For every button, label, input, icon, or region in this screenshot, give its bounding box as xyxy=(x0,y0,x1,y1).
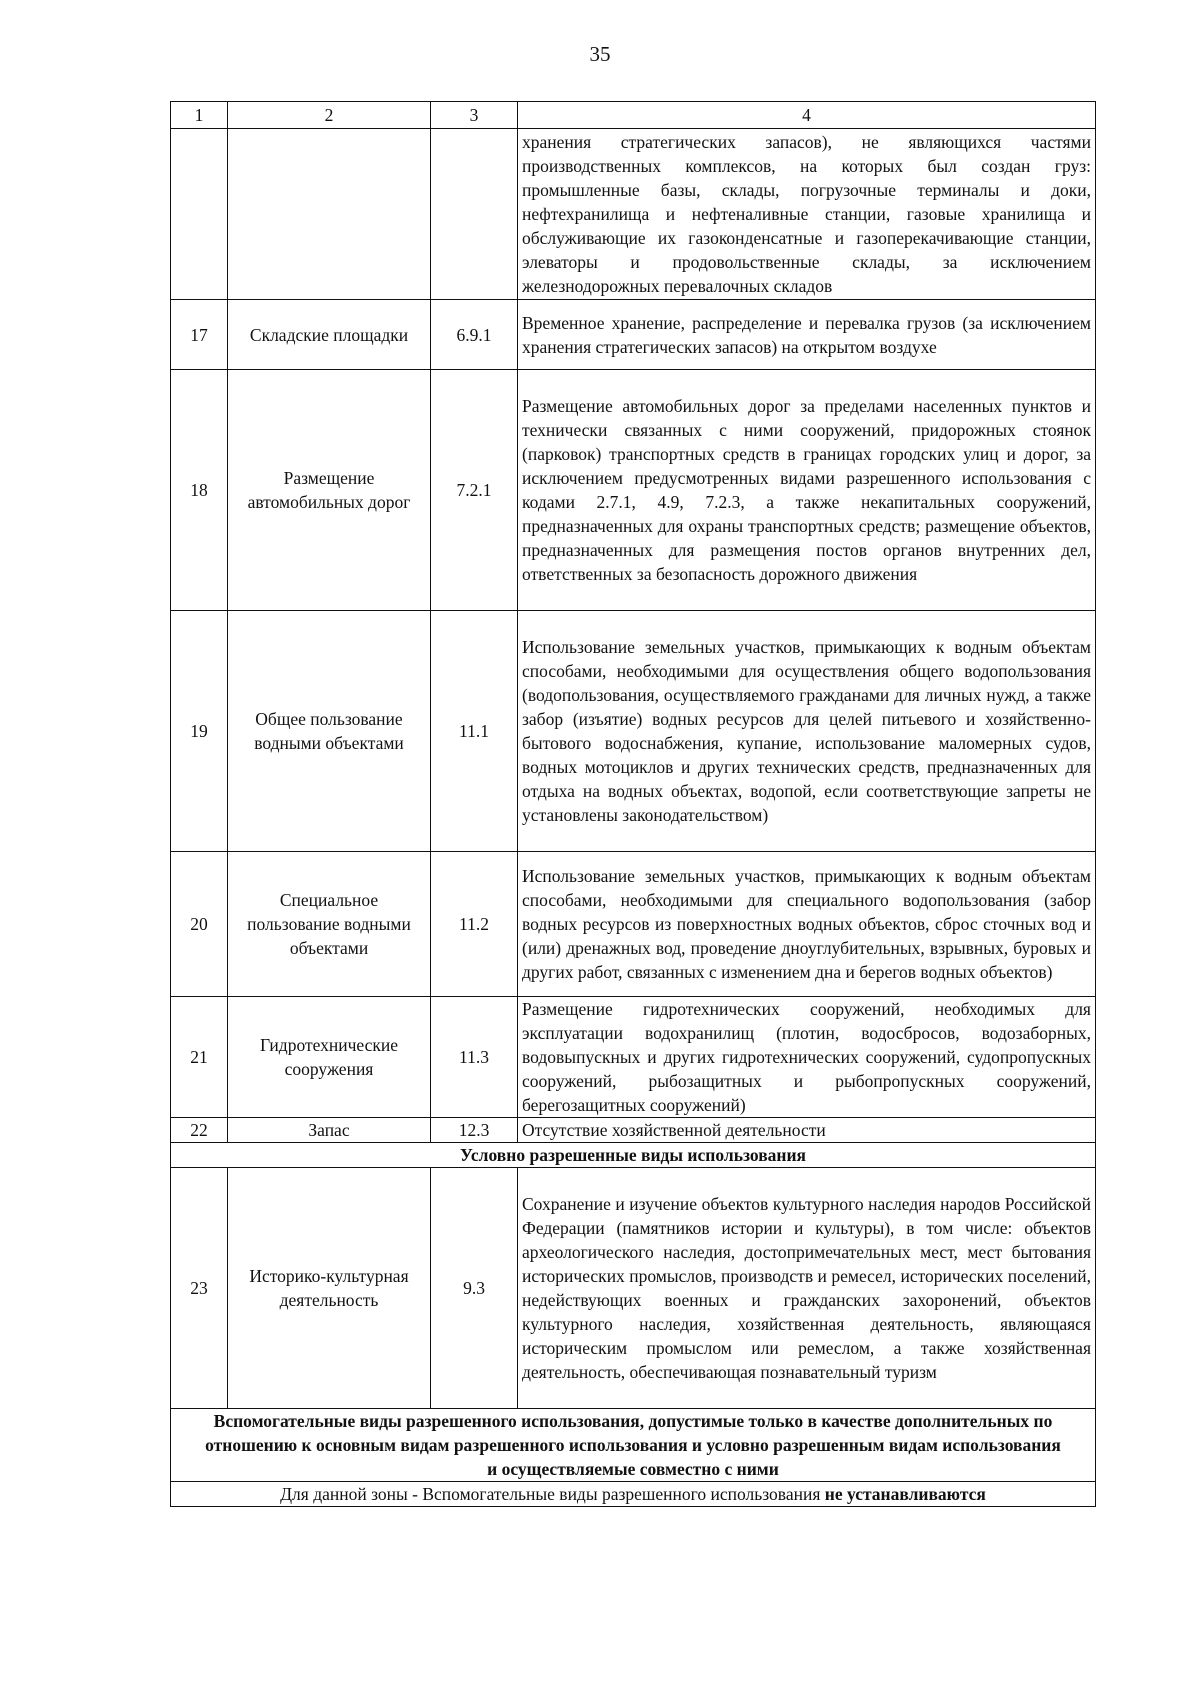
row-name: Размещение автомобильных дорог xyxy=(228,370,431,611)
row-number xyxy=(171,129,228,300)
row-code: 7.2.1 xyxy=(431,370,518,611)
row-code: 9.3 xyxy=(431,1168,518,1409)
row-description: Размещение гидротехнических сооружений, необходимых для эксплуатации водохранилищ (плотин, водосбросов, водозаборных, водовыпускных и других гидротехнических сооружений, судопропускных сооружений, рыбозащитных и рыбопропускных сооружений, берегозащитных сооружений) xyxy=(518,997,1096,1118)
table-row xyxy=(171,852,1096,997)
row-code xyxy=(431,129,518,300)
column-header-2: 2 xyxy=(228,102,431,129)
row-number: 18 xyxy=(171,370,228,611)
row-name: Специальное пользование водными объектами xyxy=(228,852,431,997)
land-use-table xyxy=(170,101,1096,1507)
table-row-continuation xyxy=(171,129,1096,300)
row-number: 20 xyxy=(171,852,228,997)
row-name: Складские площадки xyxy=(228,300,431,370)
table-row xyxy=(171,1168,1096,1409)
table-header-row xyxy=(171,102,1096,129)
row-name: Гидротехнические сооружения xyxy=(228,997,431,1118)
table-row xyxy=(171,370,1096,611)
footer-row xyxy=(171,1482,1096,1507)
footer-note xyxy=(171,1482,1096,1507)
footer-note-prefix: Для данной зоны - Вспомогательные виды разрешенного использования xyxy=(280,1484,825,1504)
page-number: 35 xyxy=(589,42,611,66)
table-row xyxy=(171,997,1096,1118)
row-name: Общее пользование водными объектами xyxy=(228,611,431,852)
section-row-auxiliary xyxy=(171,1409,1096,1482)
column-header-4: 4 xyxy=(518,102,1096,129)
row-number: 19 xyxy=(171,611,228,852)
row-name: Запас xyxy=(228,1118,431,1143)
row-description: Временное хранение, распределение и перевалка грузов (за исключением хранения стратегических запасов) на открытом воздухе xyxy=(518,300,1096,370)
row-code: 6.9.1 xyxy=(431,300,518,370)
footer-note-bold: не устанавливаются xyxy=(824,1484,986,1504)
row-description: Использование земельных участков, примыкающих к водным объектам способами, необходимыми для осуществления общего водопользования (водопользования, осуществляемого гражданами для личных нужд, а также забор (изъятие) водных ресурсов для целей питьевого и хозяйственно-бытового водоснабжения, купание, использование маломерных судов, водных мотоциклов и других технических средств, предназначенных для отдыха на водных объектах, водопой, если соответствующие запреты не установлены законодательством) xyxy=(518,611,1096,852)
row-number: 22 xyxy=(171,1118,228,1143)
table-row xyxy=(171,300,1096,370)
row-description: Сохранение и изучение объектов культурного наследия народов Российской Федерации (памятников истории и культуры), в том числе: объектов археологического наследия, достопримечательных мест, мест бытования исторических промыслов, производств и ремесел, исторических поселений, недействующих военных и гражданских захоронений, объектов культурного наследия, хозяйственная деятельность, являющаяся историческим промыслом или ремеслом, а также хозяйственная деятельность, обеспечивающая познавательный туризм xyxy=(518,1168,1096,1409)
row-name: Историко-культурная деятельность xyxy=(228,1168,431,1409)
table-row xyxy=(171,1118,1096,1143)
table-row xyxy=(171,611,1096,852)
row-name xyxy=(228,129,431,300)
row-code: 11.1 xyxy=(431,611,518,852)
row-number: 17 xyxy=(171,300,228,370)
row-description: Использование земельных участков, примыкающих к водным объектам способами, необходимыми для специального водопользования (забор водных ресурсов из поверхностных водных объектов, сброс сточных вод и (или) дренажных вод, проведение дноуглубительных, взрывных, буровых и других работ, связанных с изменением дна и берегов водных объектов) xyxy=(518,852,1096,997)
section-row-conditional xyxy=(171,1143,1096,1168)
row-number: 21 xyxy=(171,997,228,1118)
section-heading-auxiliary: Вспомогательные виды разрешенного использования, допустимые только в качестве дополнительных по отношению к основным видам разрешенного использования и условно разрешенным видам использования и осуществляемые совместно с ними xyxy=(171,1409,1096,1482)
column-header-1: 1 xyxy=(171,102,228,129)
row-description: Отсутствие хозяйственной деятельности xyxy=(518,1118,1096,1143)
row-code: 11.3 xyxy=(431,997,518,1118)
row-description: хранения стратегических запасов), не являющихся частями производственных комплексов, на которых был создан груз: промышленные базы, склады, погрузочные терминалы и доки, нефтехранилища и нефтеналивные станции, газовые хранилища и обслуживающие их газоконденсатные и газоперекачивающие станции, элеваторы и продовольственные склады, за исключением железнодорожных перевалочных складов xyxy=(518,129,1096,300)
section-heading-conditional: Условно разрешенные виды использования xyxy=(171,1143,1096,1168)
row-code: 12.3 xyxy=(431,1118,518,1143)
row-number: 23 xyxy=(171,1168,228,1409)
column-header-3: 3 xyxy=(431,102,518,129)
row-code: 11.2 xyxy=(431,852,518,997)
row-description: Размещение автомобильных дорог за пределами населенных пунктов и технически связанных с ними сооружений, придорожных стоянок (парковок) транспортных средств в границах городских улиц и дорог, за исключением предусмотренных видами разрешенного использования с кодами 2.7.1, 4.9, 7.2.3, а также некапитальных сооружений, предназначенных для охраны транспортных средств; размещение объектов, предназначенных для размещения постов органов внутренних дел, ответственных за безопасность дорожного движения xyxy=(518,370,1096,611)
